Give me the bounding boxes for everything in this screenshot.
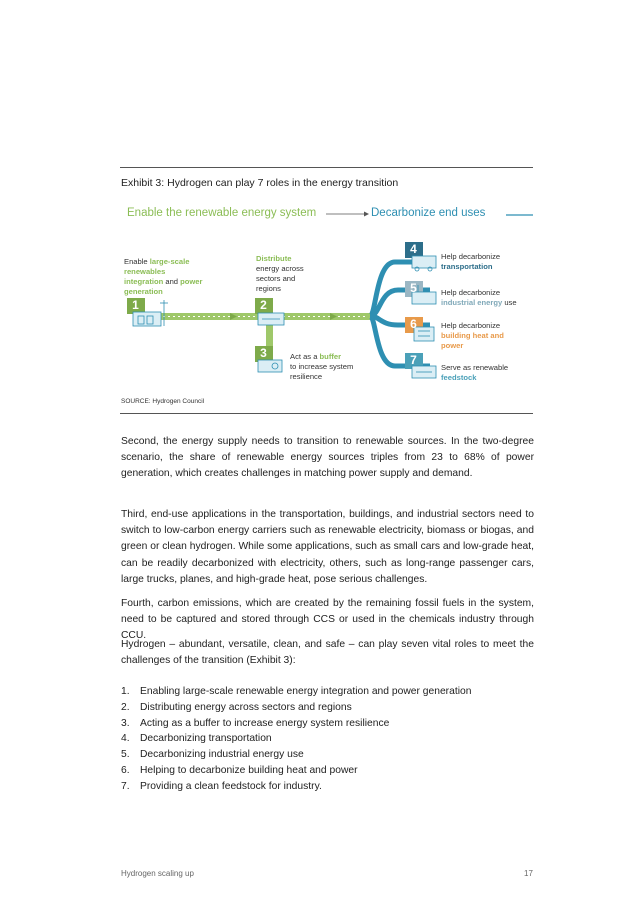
role7-text: Serve as renewable feedstock bbox=[441, 363, 509, 382]
source-note: SOURCE: Hydrogen Council bbox=[121, 398, 205, 405]
paragraph-3: Fourth, carbon emissions, which are created by the remaining fossil fuels in the system, need to be captured and stored through CCS or used in the chemicals industry through CCU. bbox=[121, 598, 534, 642]
role4-text: Help decarbonize transportation bbox=[441, 252, 501, 271]
role2-facility-icon bbox=[258, 313, 284, 325]
role2-number: 2 bbox=[260, 298, 267, 312]
paragraph-4: Hydrogen – abundant, versatile, clean, and safe – can play seven vital roles to meet the challenges of the transition (Exhibit 3): bbox=[121, 639, 534, 667]
list-item: 3. Acting as a buffer to increase energy system resilience bbox=[121, 717, 390, 729]
roles-list bbox=[121, 684, 534, 795]
footer-title: Hydrogen scaling up bbox=[121, 869, 194, 878]
bottom-rule bbox=[120, 413, 533, 414]
list-item: 1. Enabling large-scale renewable energy integration and power generation bbox=[121, 686, 472, 697]
role7-number: 7 bbox=[410, 353, 417, 367]
role5-text: Help decarbonize industrial energy use bbox=[441, 288, 517, 307]
paragraph-1: Second, the energy supply needs to transition to renewable sources. In the two-degree scenario, the share of renewable energy sources triples from 23 to 68% of power generation, which creates challenges in matching power supply and demand. bbox=[121, 436, 534, 480]
hydrogen-roles-diagram bbox=[0, 0, 638, 400]
exhibit-title: Exhibit 3: Hydrogen can play 7 roles in the energy transition bbox=[121, 177, 399, 189]
role1-text: Enable large-scale renewables integration and power generation bbox=[124, 257, 203, 296]
role1-number: 1 bbox=[132, 298, 139, 312]
list-item: 5. Decarbonizing industrial energy use bbox=[121, 749, 304, 761]
header-arrow-head bbox=[364, 212, 369, 217]
header-enable-renewable: Enable the renewable energy system bbox=[127, 207, 317, 219]
role6-text: Help decarbonize building heat and power bbox=[441, 321, 504, 350]
role6-number: 6 bbox=[410, 317, 417, 331]
role3-facility-icon bbox=[258, 360, 282, 372]
role4-transport-icon bbox=[412, 256, 436, 271]
list-item: 2. Distributing energy across sectors and regions bbox=[121, 701, 352, 713]
role2-text: Distribute energy across sectors and regions bbox=[256, 254, 304, 293]
list-item: 7. Providing a clean feedstock for industry. bbox=[121, 780, 322, 792]
header-decarbonize-end-uses: Decarbonize end uses bbox=[371, 207, 486, 219]
list-item: 6. Helping to decarbonize building heat and power bbox=[121, 764, 358, 776]
list-item: 4. Decarbonizing transportation bbox=[121, 733, 272, 745]
role3-text: Act as a buffer to increase system resilience bbox=[290, 352, 354, 381]
role3-number: 3 bbox=[260, 346, 267, 360]
page-number: 17 bbox=[524, 869, 533, 878]
role4-number: 4 bbox=[410, 242, 417, 256]
role5-number: 5 bbox=[410, 281, 417, 295]
paragraph-2: Third, end-use applications in the transportation, buildings, and industrial sectors need to switch to low-carbon energy carriers such as renewable electricity, biomass or biogas, and green or clean hydrogen. While some applications, such as small cars and low-grade heat, can be readily decarbonized with electricity, others, such as long-range passenger cars, large trucks, planes, and high-grade heat, pose serious challenges. bbox=[121, 509, 534, 585]
